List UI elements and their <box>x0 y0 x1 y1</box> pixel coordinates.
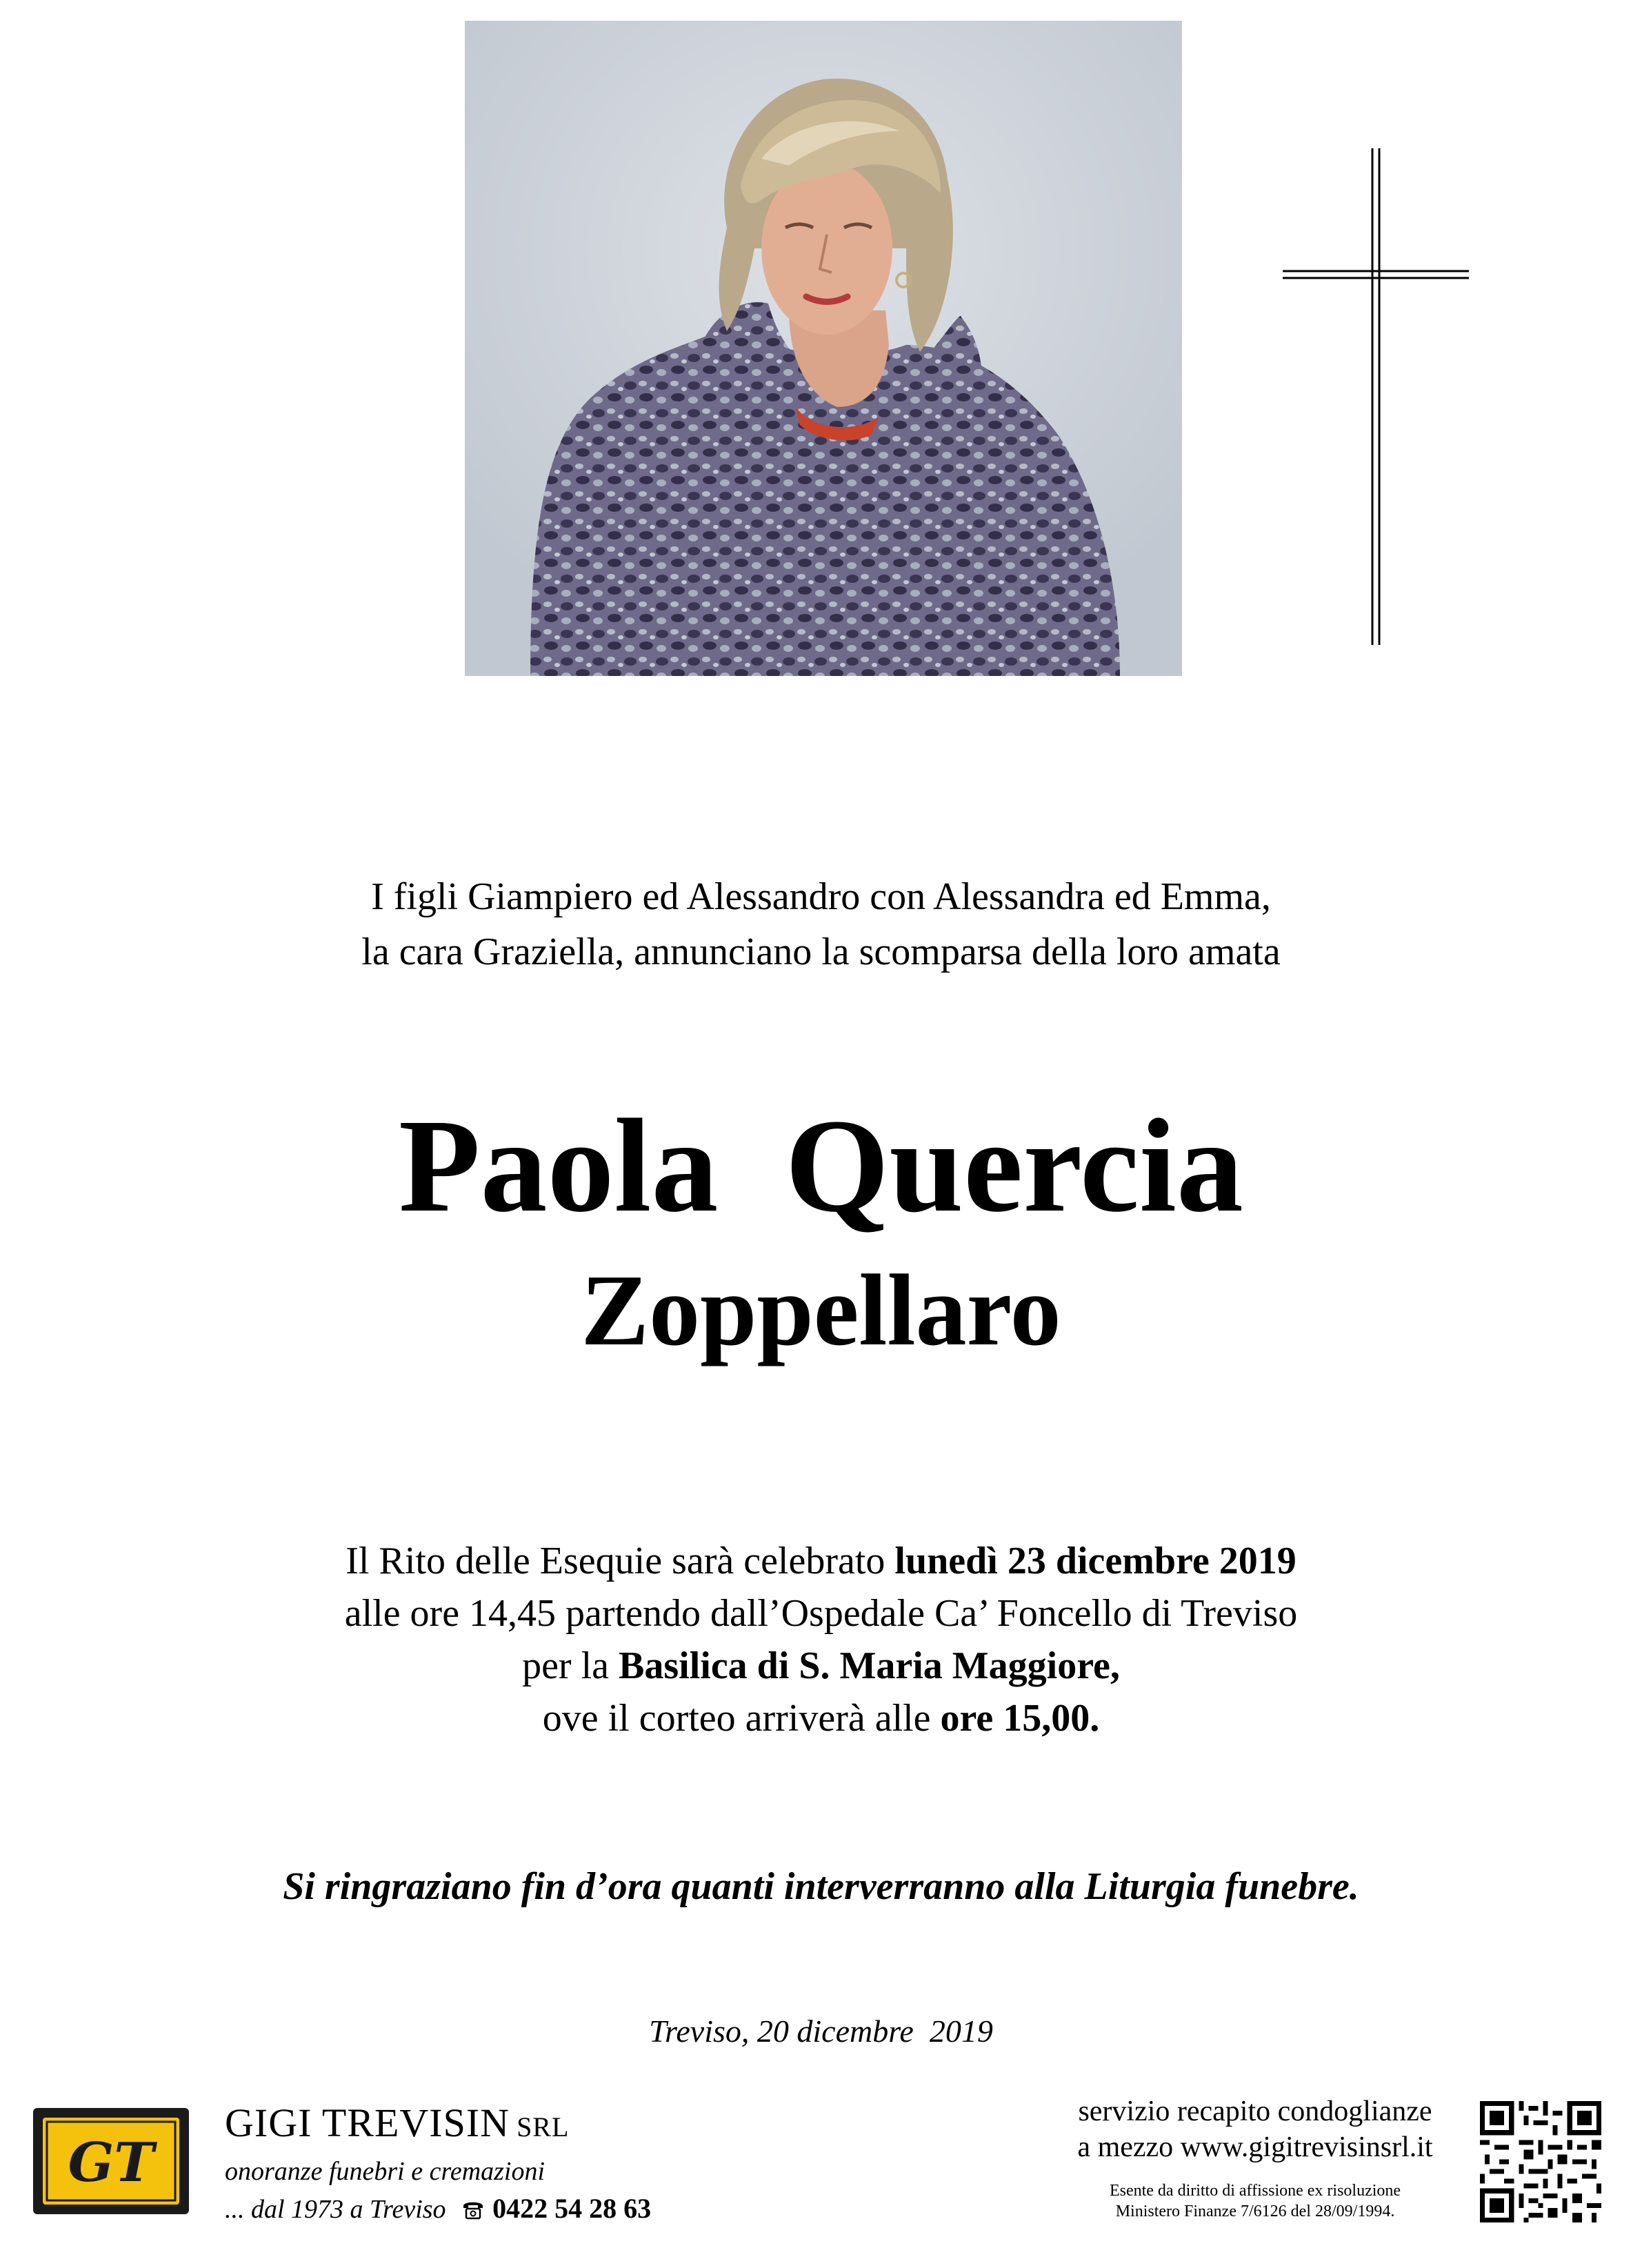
intro-line-1: I figli Giampiero ed Alessandro con Alessandra ed Emma, <box>371 875 1271 918</box>
company-suffix: SRL <box>517 2111 570 2142</box>
svg-text:GT: GT <box>68 2131 154 2194</box>
rite-line-3-text: per la <box>522 1644 619 1687</box>
rite-line-1-text: Il Rito delle Esequie sarà celebrato <box>346 1540 895 1582</box>
company-phone: 0422 54 28 63 <box>492 2193 652 2224</box>
tax-exemption-line-1: Esente da diritto di affissione ex risoluzione <box>1109 2182 1401 2200</box>
condolences-line-1: servizio recapito condoglianze <box>1078 2096 1432 2127</box>
company-logo <box>33 2108 189 2214</box>
qr-code-icon <box>1480 2101 1601 2222</box>
church-name: Basilica di S. Maria Maggiore, <box>619 1644 1120 1687</box>
rite-line-1 <box>0 1535 1642 1587</box>
thanks-note: Si ringraziano fin d’ora quanti interverranno alla Liturgia funebre. <box>283 1865 1359 1908</box>
rite-line-4-text: ove il corteo arriverà alle <box>542 1697 941 1740</box>
deceased-surname: Zoppellaro <box>581 1254 1061 1367</box>
company-since-line <box>225 2189 651 2231</box>
funeral-details <box>0 1535 1642 1744</box>
announcement-intro <box>0 869 1642 979</box>
rite-line-3 <box>0 1640 1642 1692</box>
condolences-service <box>1034 2093 1476 2222</box>
rite-line-2: alle ore 14,45 partendo dall’Ospedale Ca’ Foncello di Treviso <box>344 1592 1298 1635</box>
company-name-line <box>225 2097 651 2153</box>
place-date: Treviso, 20 dicembre 2019 <box>649 2013 993 2049</box>
portrait-photo <box>465 21 1182 676</box>
company-info <box>225 2097 651 2231</box>
company-since: ... dal 1973 a Treviso <box>225 2195 446 2224</box>
cross-icon <box>1283 148 1469 645</box>
telephone-icon <box>462 2192 484 2231</box>
deceased-name: Paola Quercia <box>399 1091 1243 1240</box>
funeral-date: lunedì 23 dicembre 2019 <box>894 1540 1296 1582</box>
arrival-time: ore 15,00. <box>940 1697 1100 1740</box>
rite-line-4 <box>0 1692 1642 1744</box>
tax-exemption-line-2: Ministero Finanze 7/6126 del 28/09/1994. <box>1115 2202 1395 2220</box>
company-name: GIGI TREVISIN <box>225 2100 510 2145</box>
intro-line-2: la cara Graziella, annunciano la scomparsa della loro amata <box>361 931 1281 973</box>
company-tagline: onoranze funebri e cremazioni <box>225 2157 545 2186</box>
condolences-line-2: a mezzo www.gigitrevisinsrl.it <box>1077 2131 1433 2163</box>
